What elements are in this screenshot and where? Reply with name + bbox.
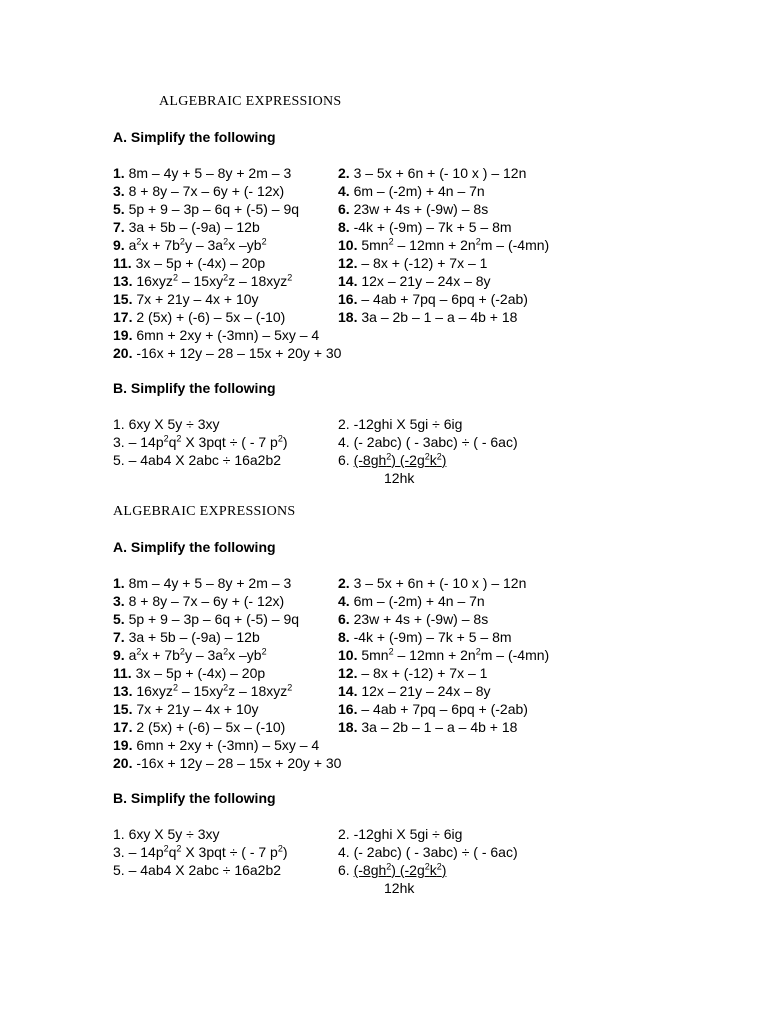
problem-item: 3. 8 + 8y – 7x – 6y + (- 12x) (113, 183, 285, 199)
problem-item: 14. 12x – 21y – 24x – 8y (338, 683, 491, 699)
problem-item: 6. $(-8gh^2)$ $(-2g^2k^2)$ (338, 451, 447, 468)
problem-row (113, 574, 673, 592)
problem-item: 4. (- 2abc) ( - 3abc) ÷ ( - 6ac) (338, 434, 518, 450)
problem-item: 17. 2 (5x) + (-6) – 5x – (-10) (113, 719, 286, 735)
problem-row (113, 218, 673, 236)
problem-row (113, 182, 673, 200)
problem-row (113, 254, 673, 272)
problem-number: 4. (338, 183, 350, 199)
worksheet-title: ALGEBRAIC EXPRESSIONS (113, 504, 296, 519)
problem-number: 12. (338, 255, 358, 271)
problem-item: 1. 6xy X 5y ÷ 3xy (113, 416, 220, 432)
problem-number: 5. (113, 611, 125, 627)
part-b-problems (113, 825, 673, 879)
problem-row (113, 646, 673, 664)
problem-item: 4. 6m – (-2m) + 4n – 7n (338, 593, 485, 609)
problem-number: 13. (113, 683, 133, 699)
problem-item: 15. 7x + 21y – 4x + 10y (113, 701, 259, 717)
problem-item: 14. 12x – 21y – 24x – 8y (338, 273, 491, 289)
problem-item: 2. -12ghi X 5gi ÷ 6ig (338, 826, 463, 842)
problem-number: 14. (338, 273, 358, 289)
fraction-denominator: 12hk (384, 470, 415, 486)
problem-item: 18. 3a – 2b – 1 – a – 4b + 18 (338, 719, 518, 735)
problem-number: 11. (113, 665, 132, 681)
problem-number: 3. (113, 183, 125, 199)
problem-row (113, 451, 673, 469)
problem-item: 4. 6m – (-2m) + 4n – 7n (338, 183, 485, 199)
problem-number: 18. (338, 719, 358, 735)
problem-row (113, 628, 673, 646)
problem-number: 6. (338, 201, 350, 217)
problem-item: 2. -12ghi X 5gi ÷ 6ig (338, 416, 463, 432)
part-a-heading: A. Simplify the following (113, 129, 276, 145)
part-b-heading: B. Simplify the following (113, 380, 276, 396)
problem-number: 16. (338, 701, 358, 717)
part-a-problems (113, 164, 673, 362)
problem-item: 18. 3a – 2b – 1 – a – 4b + 18 (338, 309, 518, 325)
problem-item: 1. 6xy X 5y ÷ 3xy (113, 826, 220, 842)
problem-row (113, 592, 673, 610)
problem-number: 5. (113, 201, 125, 217)
problem-item: 6. $(-8gh^2)$ $(-2g^2k^2)$ (338, 861, 447, 878)
problem-item: 17. 2 (5x) + (-6) – 5x – (-10) (113, 309, 286, 325)
problem-number: 11. (113, 255, 132, 271)
problem-row (113, 843, 673, 861)
problem-item: 12. – 8x + (-12) + 7x – 1 (338, 255, 488, 271)
problem-row (113, 433, 673, 451)
part-a-problems (113, 574, 673, 772)
problem-number: 3. (113, 593, 125, 609)
problem-row (113, 415, 673, 433)
problem-item: 20. -16x + 12y – 28 – 15x + 20y + 30 (113, 345, 342, 361)
problem-item: 19. 6mn + 2xy + (-3mn) – 5xy – 4 (113, 327, 320, 343)
problem-number: 8. (338, 219, 350, 235)
problem-item: 5. 5p + 9 – 3p – 6q + (-5) – 9q (113, 201, 300, 217)
problem-number: 6. (338, 611, 350, 627)
problem-number: 20. (113, 755, 133, 771)
problem-number: 17. (113, 309, 133, 325)
part-b-problems (113, 415, 673, 469)
fraction-denominator: 12hk (384, 880, 415, 896)
problem-number: 2. (338, 165, 350, 181)
problem-item: 16. – 4ab + 7pq – 6pq + (-2ab) (338, 291, 528, 307)
problem-item: 1. 8m – 4y + 5 – 8y + 2m – 3 (113, 165, 292, 181)
problem-number: 20. (113, 345, 133, 361)
problem-number: 13. (113, 273, 133, 289)
problem-item: 9. $a^2x + 7b^2y - 3a^2x$ $-yb^2$ (113, 646, 267, 663)
problem-number: 10. (338, 647, 358, 663)
problem-item: 10. $5mn^2 - 12mn + 2n^2m - (-4mn)$ (338, 646, 550, 663)
problem-row (113, 682, 673, 700)
problem-item: 9. $a^2x + 7b^2y - 3a^2x$ $-yb^2$ (113, 236, 267, 253)
problem-row (113, 290, 673, 308)
worksheet-section (113, 93, 673, 487)
problem-item: 4. (- 2abc) ( - 3abc) ÷ ( - 6ac) (338, 844, 518, 860)
problem-item: 11. 3x – 5p + (-4x) – 20p (113, 665, 266, 681)
problem-number: 2. (338, 575, 350, 591)
problem-number: 17. (113, 719, 133, 735)
problem-number: 7. (113, 219, 125, 235)
problem-item: 19. 6mn + 2xy + (-3mn) – 5xy – 4 (113, 737, 320, 753)
problem-row (113, 754, 673, 772)
problem-row (113, 326, 673, 344)
problem-item: 3. – $14p^2q^2$ X 3pqt ÷ ( - 7 $p^2$) (113, 843, 288, 860)
problem-row (113, 861, 673, 879)
worksheet-section (113, 503, 673, 897)
problem-number: 15. (113, 701, 133, 717)
problem-item: 5. – 4ab4 X 2abc ÷ 16a2b2 (113, 452, 282, 468)
part-a-heading: A. Simplify the following (113, 539, 276, 555)
problem-row (113, 664, 673, 682)
problem-number: 4. (338, 593, 350, 609)
worksheet-title: ALGEBRAIC EXPRESSIONS (159, 94, 342, 109)
problem-row (113, 200, 673, 218)
problem-number: 12. (338, 665, 358, 681)
problem-item: 7. 3a + 5b – (-9a) – 12b (113, 629, 260, 645)
problem-row (113, 308, 673, 326)
problem-item: 6. 23w + 4s + (-9w) – 8s (338, 611, 489, 627)
problem-item: 12. – 8x + (-12) + 7x – 1 (338, 665, 488, 681)
problem-number: 8. (338, 629, 350, 645)
problem-number: 1. (113, 575, 125, 591)
problem-number: 9. (113, 237, 125, 253)
problem-row (113, 825, 673, 843)
problem-item: 11. 3x – 5p + (-4x) – 20p (113, 255, 266, 271)
problem-number: 15. (113, 291, 133, 307)
problem-number: 18. (338, 309, 358, 325)
problem-row (113, 736, 673, 754)
problem-item: 3. – $14p^2q^2$ X 3pqt ÷ ( - 7 $p^2$) (113, 433, 288, 450)
problem-row (113, 700, 673, 718)
problem-row (113, 272, 673, 290)
problem-number: 19. (113, 737, 133, 753)
problem-item: 20. -16x + 12y – 28 – 15x + 20y + 30 (113, 755, 342, 771)
problem-number: 7. (113, 629, 125, 645)
problem-row (113, 610, 673, 628)
problem-item: 15. 7x + 21y – 4x + 10y (113, 291, 259, 307)
problem-number: 19. (113, 327, 133, 343)
problem-item: 13. $16xyz^2 - 15xy^2z - 18xyz^2$ (113, 272, 293, 289)
problem-row (113, 164, 673, 182)
problem-number: 14. (338, 683, 358, 699)
problem-row (113, 344, 673, 362)
problem-item: 8. -4k + (-9m) – 7k + 5 – 8m (338, 629, 512, 645)
problem-row (113, 236, 673, 254)
problem-number: 9. (113, 647, 125, 663)
problem-item: 1. 8m – 4y + 5 – 8y + 2m – 3 (113, 575, 292, 591)
problem-item: 3. 8 + 8y – 7x – 6y + (- 12x) (113, 593, 285, 609)
problem-number: 1. (113, 165, 125, 181)
problem-item: 10. $5mn^2 - 12mn + 2n^2m - (-4mn)$ (338, 236, 550, 253)
problem-item: 5. – 4ab4 X 2abc ÷ 16a2b2 (113, 862, 282, 878)
problem-number: 16. (338, 291, 358, 307)
problem-item: 2. 3 – 5x + 6n + (- 10 x ) – 12n (338, 575, 527, 591)
problem-number: 10. (338, 237, 358, 253)
problem-row (113, 718, 673, 736)
part-b-heading: B. Simplify the following (113, 790, 276, 806)
problem-item: 8. -4k + (-9m) – 7k + 5 – 8m (338, 219, 512, 235)
problem-item: 5. 5p + 9 – 3p – 6q + (-5) – 9q (113, 611, 300, 627)
problem-item: 2. 3 – 5x + 6n + (- 10 x ) – 12n (338, 165, 527, 181)
problem-item: 6. 23w + 4s + (-9w) – 8s (338, 201, 489, 217)
problem-item: 16. – 4ab + 7pq – 6pq + (-2ab) (338, 701, 528, 717)
problem-item: 7. 3a + 5b – (-9a) – 12b (113, 219, 260, 235)
problem-item: 13. $16xyz^2 - 15xy^2z - 18xyz^2$ (113, 682, 293, 699)
